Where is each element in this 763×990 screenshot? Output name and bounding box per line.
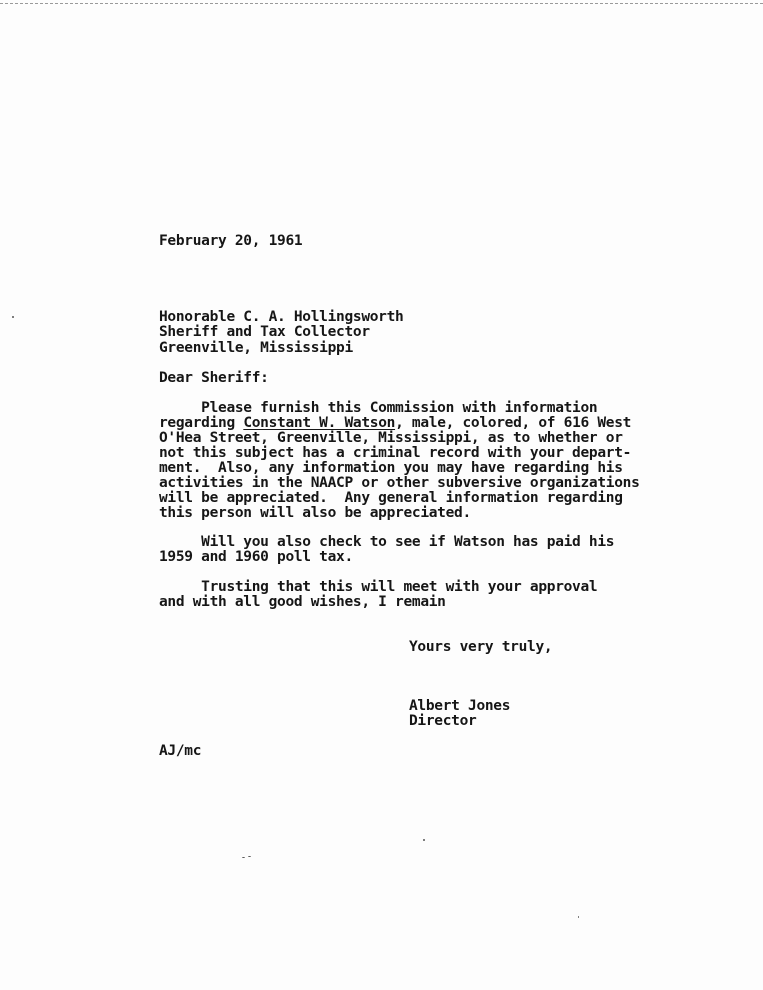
- top-edge-rule: [0, 3, 763, 4]
- letter-date: February 20, 1961: [159, 233, 303, 249]
- salutation: Dear Sheriff:: [159, 370, 269, 386]
- recipient-name: Honorable C. A. Hollingsworth: [159, 309, 404, 325]
- paragraph-text: , male, colored, of 616 West: [395, 415, 632, 431]
- paragraph-line: and with all good wishes, I remain: [159, 594, 446, 610]
- paragraph-line: not this subject has a criminal record with your depart-: [159, 445, 632, 461]
- reference-initials: AJ/mc: [159, 743, 202, 759]
- scan-speck: [423, 839, 425, 841]
- paragraph-text: regarding: [159, 415, 244, 431]
- recipient-title: Sheriff and Tax Collector: [159, 324, 370, 340]
- paragraph-line: Please furnish this Commission with information: [159, 400, 598, 416]
- signer-title: Director: [409, 713, 477, 729]
- scan-speck: [242, 857, 245, 858]
- signer-name: Albert Jones: [409, 698, 511, 714]
- paragraph-line: this person will also be appreciated.: [159, 505, 471, 521]
- scan-speck: [578, 916, 579, 918]
- paragraph-line: [159, 416, 631, 431]
- scan-speck: [248, 856, 251, 857]
- paragraph-line: will be appreciated. Any general information regarding: [159, 490, 623, 506]
- scan-speck: [12, 316, 14, 318]
- paragraph-line: ment. Also, any information you may have regarding his: [159, 460, 623, 476]
- paragraph-line: activities in the NAACP or other subversive organizations: [159, 475, 640, 491]
- recipient-city: Greenville, Mississippi: [159, 340, 353, 356]
- paragraph-line: Will you also check to see if Watson has paid his: [159, 534, 615, 550]
- paragraph-line: O'Hea Street, Greenville, Mississippi, as to whether or: [159, 430, 623, 446]
- subject-name: Constant W. Watson: [243, 415, 396, 431]
- complimentary-close: Yours very truly,: [409, 639, 553, 655]
- paragraph-line: 1959 and 1960 poll tax.: [159, 549, 353, 565]
- paragraph-line: Trusting that this will meet with your approval: [159, 579, 598, 595]
